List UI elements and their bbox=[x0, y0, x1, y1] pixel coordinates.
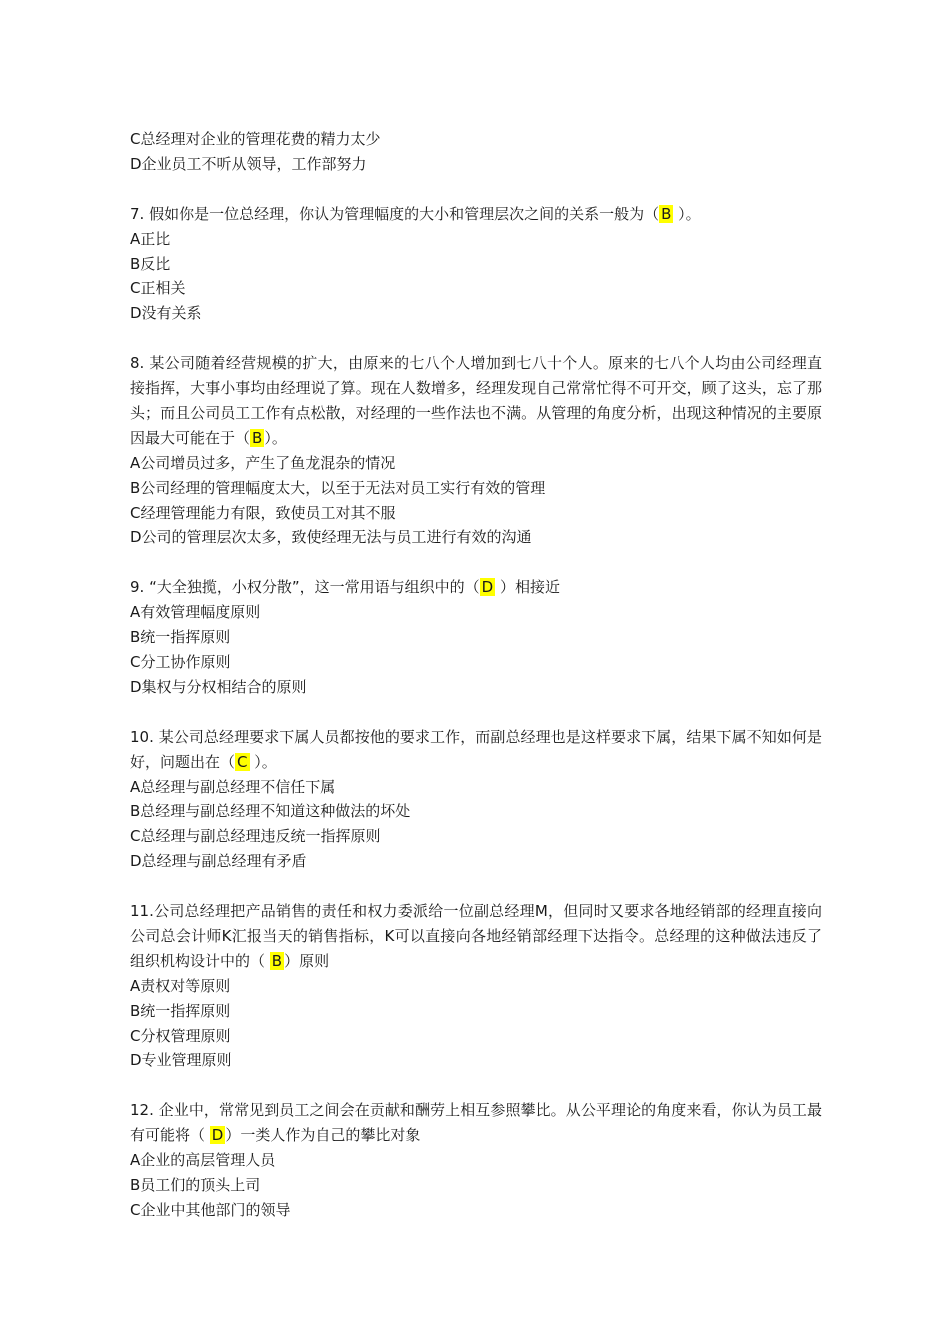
stem-text: 12. 企业中，常常见到员工之间会在贡献和酬劳上相互参照攀比。从公平理论的角度来看，你认为员工最有可能将（ bbox=[130, 1101, 822, 1145]
question-stem bbox=[130, 899, 822, 974]
stem-text: 10. 某公司总经理要求下属人员都按他的要求工作，而副总经理也是这样要求下属，结果下属不知如何是好，问题出在（ bbox=[130, 727, 822, 771]
option-item: D总经理与副总经理有矛盾 bbox=[130, 852, 307, 871]
option-item: A企业的高层管理人员 bbox=[130, 1151, 276, 1170]
option-item: B公司经理的管理幅度太大，以至于无法对员工实行有效的管理 bbox=[130, 478, 546, 497]
fragment-options bbox=[130, 127, 822, 177]
stem-text: ）相接近 bbox=[495, 578, 560, 597]
option-item: C总经理对企业的管理花费的精力太少 bbox=[130, 130, 381, 148]
spacer bbox=[130, 1073, 822, 1098]
option-item: D专业管理原则 bbox=[130, 1051, 232, 1070]
question-8 bbox=[130, 351, 822, 550]
question-11 bbox=[130, 899, 822, 1073]
option-item: B统一指挥原则 bbox=[130, 628, 231, 647]
option-item: C分工协作原则 bbox=[130, 652, 231, 671]
question-12 bbox=[130, 1098, 822, 1223]
answer-highlight: D bbox=[481, 578, 494, 597]
stem-text: 8. 某公司随着经营规模的扩大，由原来的七八个人增加到七八十个人。原来的七八个人均由公司经理直接指挥，大事小事均由经理说了算。现在人数增多，经理发现自己常常忙得不可开交，顾了这头，忘了那头；而且公司员工工作有点松散，对经理的一些作法也不满。从管理的角度分析，出现这种情况的主要原因最大可能在于（ bbox=[130, 354, 822, 447]
stem-text: 9. “大全独揽，小权分散”，这一常用语与组织中的（ bbox=[130, 578, 480, 597]
option-item: D集权与分权相结合的原则 bbox=[130, 677, 307, 696]
answer-highlight: B bbox=[661, 204, 672, 223]
answer-highlight: B bbox=[271, 951, 283, 970]
option-item: D没有关系 bbox=[130, 304, 202, 323]
option-item: C经理管理能力有限，致使员工对其不服 bbox=[130, 503, 396, 522]
option-item: C企业中其他部门的领导 bbox=[130, 1200, 291, 1219]
answer-highlight: D bbox=[211, 1126, 224, 1145]
spacer bbox=[130, 550, 822, 575]
question-stem bbox=[130, 351, 822, 451]
spacer bbox=[130, 874, 822, 899]
option-item: A正比 bbox=[130, 229, 171, 248]
stem-text: 11.公司总经理把产品销售的责任和权力委派给一位副总经理M，但同时又要求各地经销部的经理直接向公司总会计师K汇报当天的销售指标，K可以直接向各地经销部经理下达指令。总经理的这种做法违反了组织机构设计中的（ bbox=[130, 902, 822, 970]
spacer bbox=[130, 326, 822, 351]
question-stem bbox=[130, 202, 822, 227]
option-item: A总经理与副总经理不信任下属 bbox=[130, 777, 336, 796]
option-item: D企业员工不听从领导，工作部努力 bbox=[130, 154, 367, 173]
stem-text: ）原则 bbox=[284, 951, 330, 970]
option-item: B员工们的顶头上司 bbox=[130, 1175, 261, 1194]
answer-highlight: C bbox=[237, 752, 248, 771]
question-stem bbox=[130, 725, 822, 775]
question-10 bbox=[130, 725, 822, 874]
option-item: B反比 bbox=[130, 254, 171, 273]
option-item: C总经理与副总经理违反统一指挥原则 bbox=[130, 827, 381, 846]
question-7 bbox=[130, 202, 822, 327]
option-item: A责权对等原则 bbox=[130, 976, 231, 995]
stem-text: ）一类人作为自己的攀比对象 bbox=[225, 1126, 421, 1145]
question-9 bbox=[130, 575, 822, 700]
stem-text: ）。 bbox=[673, 204, 701, 223]
option-item: D公司的管理层次太多，致使经理无法与员工进行有效的沟通 bbox=[130, 528, 532, 547]
spacer bbox=[130, 700, 822, 725]
question-stem bbox=[130, 575, 822, 600]
answer-highlight: B bbox=[252, 428, 263, 447]
option-item: A公司增员过多，产生了鱼龙混杂的情况 bbox=[130, 453, 396, 472]
option-item: B统一指挥原则 bbox=[130, 1001, 231, 1020]
stem-text: ）。 bbox=[264, 428, 287, 447]
option-item: B总经理与副总经理不知道这种做法的坏处 bbox=[130, 802, 411, 821]
option-item: A有效管理幅度原则 bbox=[130, 603, 261, 622]
question-stem bbox=[130, 1098, 822, 1148]
option-item: C正相关 bbox=[130, 279, 186, 298]
spacer bbox=[130, 177, 822, 202]
stem-text: 7. 假如你是一位总经理，你认为管理幅度的大小和管理层次之间的关系一般为（ bbox=[130, 204, 660, 223]
option-item: C分权管理原则 bbox=[130, 1026, 231, 1045]
document-page bbox=[130, 127, 822, 1223]
stem-text: ）。 bbox=[249, 752, 277, 771]
